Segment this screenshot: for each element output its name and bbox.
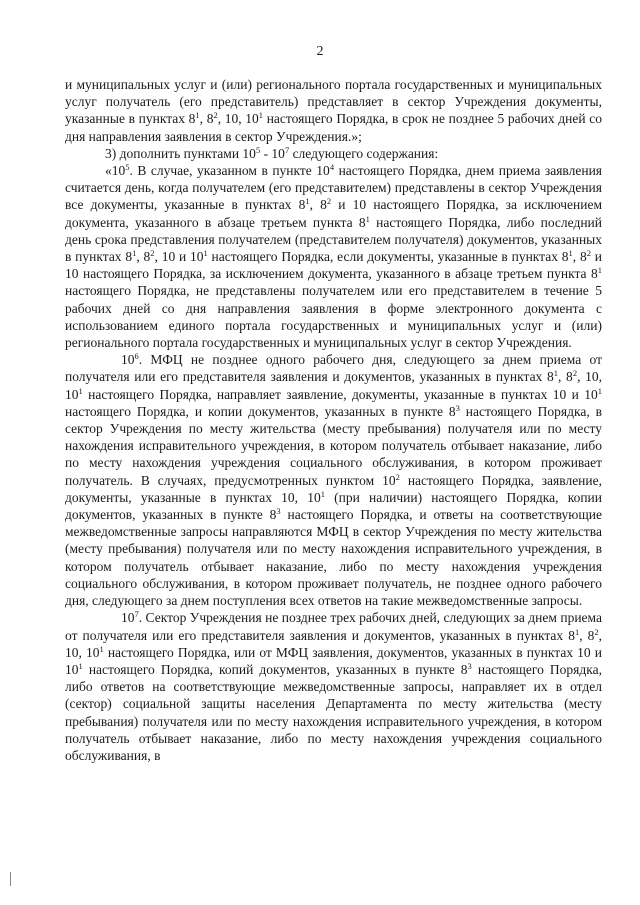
paragraph-10-5: «$10^5$. В случае, указанном в пункте $10^4$ настоящего Порядка, днем приема заявления считается день, когда получателем (его представителем) представлены в сектор Учреждения все документы, указанные в пунктах $8^1$, $8^2$ и 10 настоящего Порядка, за исключением документа, указанного в абзаце третьем пункта $8^1$ настоящего Порядка, либо последний день срока представления получателем (представителем получателя) документов, указанных в пунктах $8^1$, $8^2$, 10 и $10^1$ настоящего Порядка, если документы, указанные в пунктах $8^1$, $8^2$ и 10 настоящего Порядка, за исключением документа, указанного в абзаце третьем пункта $8^1$ настоящего Порядка, не представлены получателем или его представителем в течение 5 рабочих дней со дня направления заявления в форме электронного документа с использованием единого портала государственных и муниципальных услуг и (или) регионального портала государственных и муниципальных услуг в сектор Учреждения. — [65, 162, 603, 351]
document-body — [65, 76, 602, 764]
paragraph-item-3: 3) дополнить пунктами $10^5 - 10^7$ следующего содержания: — [105, 144, 439, 161]
paragraph-10-6: $10^6$. МФЦ не позднее одного рабочего дня, следующего за днем приема от получателя или его представителя заявления и документов, указанных в пунктах $8^1$, $8^2$, 10, $10^1$ настоящего Порядка, направляет заявление, документы, указанные в пунктах 10 и $10^1$ настоящего Порядка, и копии документов, указанных в пункте $8^3$ настоящего Порядка, в сектор Учреждения по месту жительства (месту пребывания) получателя или по месту нахождения исправительного учреждения, в котором получатель отбывает наказание, либо по месту нахождения учреждения социального обслуживания, в котором проживает получатель. В случаях, предусмотренных пунктом $10^2$ настоящего Порядка, заявление, документы, указанные в пунктах 10, $10^1$ (при наличии) настоящего Порядка, копии документов, указанных в пункте $8^3$ настоящего Порядка, и ответы на соответствующие межведомственные запросы направляются МФЦ в сектор Учреждения по месту жительства (месту пребывания) получателя или по месту нахождения исправительного учреждения, в котором получатель отбывает наказание, либо по месту нахождения учреждения социального обслуживания, в котором проживает получатель, не позднее одного рабочего дня, следующего за днем поступления всех ответов на такие межведомственные запросы. — [65, 351, 602, 609]
paragraph-10-7: $10^7$. Сектор Учреждения не позднее трех рабочих дней, следующих за днем приема от получателя или его представителя заявления и документов, указанных в пунктах $8^1$, $8^2$, 10, $10^1$ настоящего Порядка, или от МФЦ заявления, документов, указанных в пунктах 10 и $10^1$ настоящего Порядка, копий документов, указанных в пункте $8^3$ настоящего Порядка, либо ответов на соответствующие межведомственные запросы, направляет их в отдел (сектор) социальной защиты населения Департамента по месту жительства (месту пребывания) получателя или по месту нахождения исправительного учреждения, в котором получатель отбывает наказание, либо по месту нахождения учреждения социального обслуживания, в — [65, 609, 603, 763]
paragraph-intro: и муниципальных услуг и (или) регионального портала государственных и муниципальных услуг получатель (его представитель) представляет в сектор Учреждения документы, указанные в пунктах $8^1$, $8^2$, 10, $10^1$ настоящего Порядка, в срок не позднее 5 рабочих дней со дня направления заявления в сектор Учреждения.»; — [65, 77, 603, 144]
scan-margin-mark — [10, 872, 11, 886]
page-number: 2 — [316, 44, 324, 59]
